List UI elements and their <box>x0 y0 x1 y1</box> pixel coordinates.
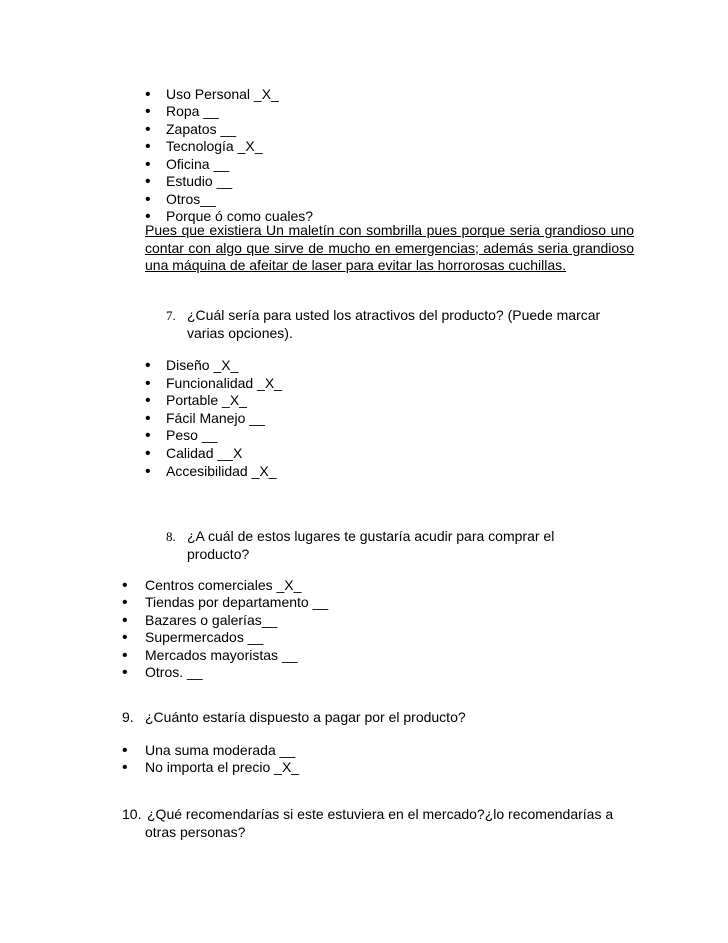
bullet-icon: • <box>122 742 128 759</box>
bullet-icon: • <box>145 357 151 374</box>
bullet-icon: • <box>122 664 128 681</box>
question-text: ¿A cuál de estos lugares te gustaría acudir para comprar el <box>187 528 555 544</box>
bullet-icon: • <box>122 759 128 776</box>
bullet-icon: • <box>122 594 128 611</box>
bullet-icon: • <box>145 86 151 103</box>
bullet-icon: • <box>145 375 151 392</box>
question-number: 10. <box>122 806 142 822</box>
list-item: Estudio __ <box>166 173 233 189</box>
question-text: ¿Cuánto estaría dispuesto a pagar por el producto? <box>145 709 466 725</box>
list-item: Oficina __ <box>166 156 230 172</box>
bullet-icon: • <box>145 427 151 444</box>
list-item: Bazares o galerías__ <box>145 612 278 628</box>
question-text: ¿Cuál sería para usted los atractivos del producto? (Puede marcar <box>187 307 601 323</box>
list-item: Ropa __ <box>166 103 219 119</box>
bullet-icon: • <box>122 577 128 594</box>
list-item: Mercados mayoristas __ <box>145 647 298 663</box>
list-item: Supermercados __ <box>145 629 264 645</box>
question-text: ¿Qué recomendarías si este estuviera en el mercado?¿lo recomendarías a <box>147 806 614 822</box>
bullet-icon: • <box>145 173 151 190</box>
list-item: Diseño _X_ <box>166 357 239 373</box>
question-number: 8. <box>166 529 176 544</box>
bullet-icon: • <box>145 121 151 138</box>
question-text: producto? <box>187 546 250 562</box>
bullet-icon: • <box>145 156 151 173</box>
list-item: Calidad __X <box>166 445 243 461</box>
list-item: Tecnología _X_ <box>166 138 263 154</box>
list-item: Centros comerciales _X_ <box>145 577 302 593</box>
bullet-icon: • <box>145 463 151 480</box>
list-item: No importa el precio _X_ <box>145 759 300 775</box>
list-item: Zapatos __ <box>166 121 237 137</box>
list-item: Funcionalidad _X_ <box>166 375 282 391</box>
list-item: Peso __ <box>166 427 218 443</box>
bullet-icon: • <box>145 191 151 208</box>
list-item: Accesibilidad _X_ <box>166 463 277 479</box>
list-item: Otros. __ <box>145 664 203 680</box>
list-item: Porque ó como cuales? <box>166 208 314 224</box>
bullet-icon: • <box>145 445 151 462</box>
list-item: Uso Personal _X_ <box>166 86 279 102</box>
question-number: 7. <box>166 308 176 323</box>
list-item: Una suma moderada __ <box>145 742 296 758</box>
bullet-icon: • <box>145 410 151 427</box>
bullet-icon: • <box>145 103 151 120</box>
bullet-icon: • <box>145 392 151 409</box>
answer-paragraph: Pues que existiera Un maletín con sombrilla pues porque seria grandioso uno contar con algo que sirve de mucho en emergencias; además seria grandioso una máquina de afeitar de laser para evitar las horrorosas cuchillas. <box>145 222 634 273</box>
bullet-icon: • <box>122 612 128 629</box>
bullet-icon: • <box>145 208 151 225</box>
bullet-icon: • <box>145 138 151 155</box>
list-item: Otros__ <box>166 191 216 207</box>
list-item: Fácil Manejo __ <box>166 410 265 426</box>
list-item: Portable _X_ <box>166 392 247 408</box>
question-text: otras personas? <box>145 824 246 840</box>
bullet-icon: • <box>122 647 128 664</box>
list-item: Tiendas por departamento __ <box>145 594 329 610</box>
bullet-icon: • <box>122 629 128 646</box>
question-text: varias opciones). <box>187 325 293 341</box>
question-number: 9. <box>122 709 134 725</box>
